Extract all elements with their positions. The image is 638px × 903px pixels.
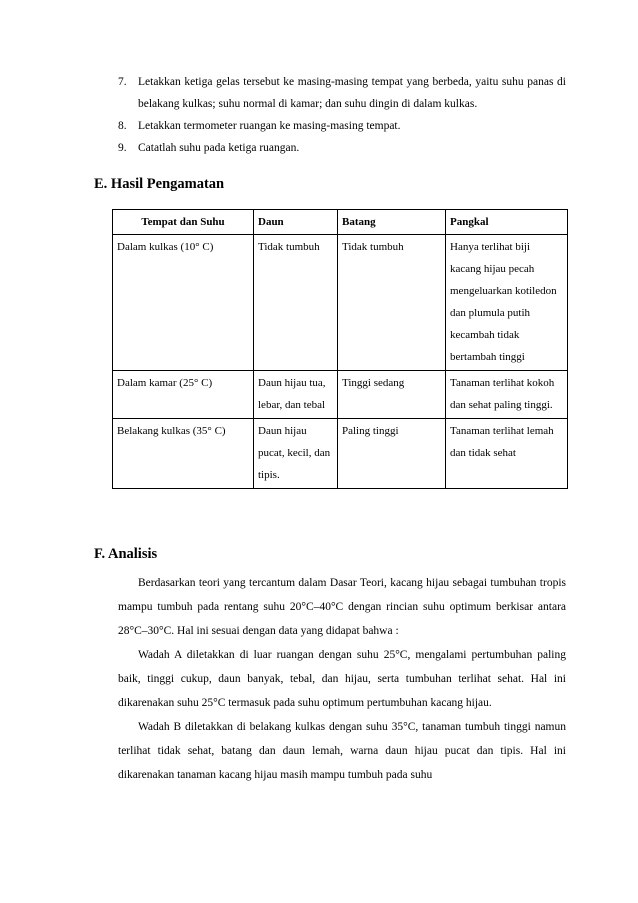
table-row xyxy=(113,235,568,371)
step-text: Letakkan ketiga gelas tersebut ke masing-masing tempat yang berbeda, yaitu suhu panas di belakang kulkas; suhu normal di kamar; dan suhu dingin di dalam kulkas. xyxy=(138,76,566,110)
step-text: Catatlah suhu pada ketiga ruangan. xyxy=(138,142,300,154)
table-cell: Tidak tumbuh xyxy=(338,235,446,371)
table-cell: Tanaman terlihat kokoh dan sehat paling tinggi. xyxy=(446,371,568,419)
procedure-steps xyxy=(118,71,566,159)
table-header-row xyxy=(113,210,568,235)
section-heading-hasil-pengamatan: E. Hasil Pengamatan xyxy=(94,176,225,192)
table-cell: Daun hijau pucat, kecil, dan tipis. xyxy=(254,419,338,489)
observation-table xyxy=(112,209,568,489)
table-cell: Tanaman terlihat lemah dan tidak sehat xyxy=(446,419,568,489)
section-heading-analisis: F. Analisis xyxy=(94,546,158,562)
table-cell: Dalam kulkas (10° C) xyxy=(113,235,254,371)
list-item xyxy=(118,115,566,137)
table-cell: Tinggi sedang xyxy=(338,371,446,419)
table-cell: Paling tinggi xyxy=(338,419,446,489)
table-cell: Dalam kamar (25° C) xyxy=(113,371,254,419)
list-item xyxy=(118,71,566,115)
table-cell: Tidak tumbuh xyxy=(254,235,338,371)
table-row xyxy=(113,419,568,489)
step-number: 8. xyxy=(118,120,127,132)
table-cell: Belakang kulkas (35° C) xyxy=(113,419,254,489)
list-item xyxy=(118,137,566,159)
analysis-paragraph: Berdasarkan teori yang tercantum dalam Dasar Teori, kacang hijau sebagai tumbuhan tropis mampu tumbuh pada rentang suhu 20°C–40°C dengan rincian suhu optimum berkisar antara 28°C–30°C. Hal ini sesuai dengan data yang didapat bahwa : xyxy=(118,577,566,637)
step-number: 7. xyxy=(118,76,127,88)
column-header: Batang xyxy=(338,210,446,235)
column-header: Daun xyxy=(254,210,338,235)
analysis-paragraph: Wadah A diletakkan di luar ruangan dengan suhu 25°C, mengalami pertumbuhan paling baik, tinggi cukup, daun banyak, tebal, dan hijau, serta tumbuhan terlihat sehat. Hal ini dikarenakan suhu 25°C termasuk pada suhu optimum pertumbuhan kacang hijau. xyxy=(118,649,566,709)
table-row xyxy=(113,371,568,419)
column-header: Tempat dan Suhu xyxy=(113,210,254,235)
column-header: Pangkal xyxy=(446,210,568,235)
analysis-body xyxy=(118,571,566,787)
table-cell: Hanya terlihat biji kacang hijau pecah mengeluarkan kotiledon dan plumula putih kecambah tidak bertambah tinggi xyxy=(446,235,568,371)
table-cell: Daun hijau tua, lebar, dan tebal xyxy=(254,371,338,419)
analysis-paragraph: Wadah B diletakkan di belakang kulkas dengan suhu 35°C, tanaman tumbuh tinggi namun terlihat tidak sehat, batang dan daun lemah, warna daun hijau pucat dan tipis. Hal ini dikarenakan tanaman kacang hijau masih mampu tumbuh pada suhu xyxy=(118,721,566,781)
step-text: Letakkan termometer ruangan ke masing-masing tempat. xyxy=(138,120,401,132)
step-number: 9. xyxy=(118,142,127,154)
